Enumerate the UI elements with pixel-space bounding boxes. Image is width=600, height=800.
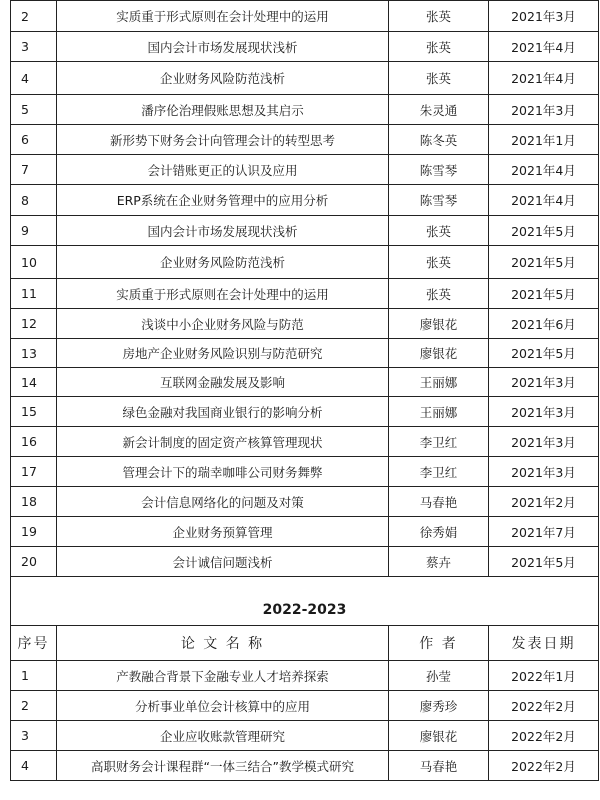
row-number: 1 bbox=[11, 661, 57, 691]
row-number: 9 bbox=[11, 216, 57, 246]
row-number: 20 bbox=[11, 547, 57, 577]
table-row bbox=[11, 487, 599, 517]
paper-title: 互联网金融发展及影响 bbox=[57, 368, 389, 397]
paper-title: 实质重于形式原则在会计处理中的运用 bbox=[57, 279, 389, 309]
table-row bbox=[11, 721, 599, 751]
row-number: 3 bbox=[11, 721, 57, 751]
author: 马春艳 bbox=[389, 487, 489, 517]
publish-date: 2022年2月 bbox=[489, 751, 599, 781]
table-row bbox=[11, 661, 599, 691]
publish-date: 2022年2月 bbox=[489, 721, 599, 751]
row-number: 10 bbox=[11, 246, 57, 279]
table-row bbox=[11, 32, 599, 62]
row-number: 7 bbox=[11, 155, 57, 185]
paper-title: 国内会计市场发展现状浅析 bbox=[57, 32, 389, 62]
row-number: 6 bbox=[11, 125, 57, 155]
paper-title: 企业财务风险防范浅析 bbox=[57, 62, 389, 95]
table-row bbox=[11, 1, 599, 32]
author: 陈雪琴 bbox=[389, 185, 489, 216]
table-row bbox=[11, 279, 599, 309]
header-date: 发表日期 bbox=[489, 626, 599, 661]
publish-date: 2021年1月 bbox=[489, 125, 599, 155]
row-number: 8 bbox=[11, 185, 57, 216]
author: 廖银花 bbox=[389, 339, 489, 368]
row-number: 3 bbox=[11, 32, 57, 62]
section-year-row bbox=[11, 595, 599, 626]
paper-title: 分析事业单位会计核算中的应用 bbox=[57, 691, 389, 721]
table-row bbox=[11, 216, 599, 246]
section-year: 2022-2023 bbox=[11, 595, 599, 626]
paper-title: 新形势下财务会计向管理会计的转型思考 bbox=[57, 125, 389, 155]
paper-title: 房地产企业财务风险识别与防范研究 bbox=[57, 339, 389, 368]
publish-date: 2021年3月 bbox=[489, 368, 599, 397]
paper-title: 潘序伦治理假账思想及其启示 bbox=[57, 95, 389, 125]
author: 徐秀娟 bbox=[389, 517, 489, 547]
paper-table bbox=[10, 0, 599, 781]
paper-title: ERP系统在企业财务管理中的应用分析 bbox=[57, 185, 389, 216]
row-number: 4 bbox=[11, 751, 57, 781]
publish-date: 2021年4月 bbox=[489, 32, 599, 62]
paper-title: 新会计制度的固定资产核算管理现状 bbox=[57, 427, 389, 457]
author: 张英 bbox=[389, 32, 489, 62]
author: 王丽娜 bbox=[389, 368, 489, 397]
author: 李卫红 bbox=[389, 427, 489, 457]
row-number: 19 bbox=[11, 517, 57, 547]
header-number: 序号 bbox=[11, 626, 57, 661]
row-number: 13 bbox=[11, 339, 57, 368]
paper-title: 绿色金融对我国商业银行的影响分析 bbox=[57, 397, 389, 427]
publish-date: 2022年1月 bbox=[489, 661, 599, 691]
table-row bbox=[11, 457, 599, 487]
author: 廖秀珍 bbox=[389, 691, 489, 721]
table-row bbox=[11, 427, 599, 457]
publish-date: 2021年3月 bbox=[489, 1, 599, 32]
paper-title: 企业财务预算管理 bbox=[57, 517, 389, 547]
author: 廖银花 bbox=[389, 309, 489, 339]
row-number: 2 bbox=[11, 1, 57, 32]
header-author: 作 者 bbox=[389, 626, 489, 661]
row-number: 11 bbox=[11, 279, 57, 309]
publish-date: 2021年5月 bbox=[489, 246, 599, 279]
table-row bbox=[11, 397, 599, 427]
table-row bbox=[11, 95, 599, 125]
author: 张英 bbox=[389, 246, 489, 279]
table-row bbox=[11, 155, 599, 185]
table-row bbox=[11, 246, 599, 279]
paper-title: 企业应收账款管理研究 bbox=[57, 721, 389, 751]
publish-date: 2021年5月 bbox=[489, 339, 599, 368]
table-row bbox=[11, 517, 599, 547]
author: 张英 bbox=[389, 216, 489, 246]
table-row bbox=[11, 691, 599, 721]
table-row bbox=[11, 62, 599, 95]
row-number: 5 bbox=[11, 95, 57, 125]
publish-date: 2021年3月 bbox=[489, 427, 599, 457]
author: 张英 bbox=[389, 279, 489, 309]
row-number: 12 bbox=[11, 309, 57, 339]
paper-title: 国内会计市场发展现状浅析 bbox=[57, 216, 389, 246]
author: 马春艳 bbox=[389, 751, 489, 781]
author: 张英 bbox=[389, 1, 489, 32]
publish-date: 2021年4月 bbox=[489, 185, 599, 216]
row-number: 2 bbox=[11, 691, 57, 721]
author: 陈冬英 bbox=[389, 125, 489, 155]
paper-title: 浅谈中小企业财务风险与防范 bbox=[57, 309, 389, 339]
table-row bbox=[11, 751, 599, 781]
section-spacer bbox=[11, 577, 599, 596]
publish-date: 2021年7月 bbox=[489, 517, 599, 547]
publish-date: 2021年4月 bbox=[489, 62, 599, 95]
author: 廖银花 bbox=[389, 721, 489, 751]
paper-title: 高职财务会计课程群“一体三结合”教学模式研究 bbox=[57, 751, 389, 781]
row-number: 18 bbox=[11, 487, 57, 517]
row-number: 14 bbox=[11, 368, 57, 397]
table-row bbox=[11, 368, 599, 397]
publish-date: 2021年5月 bbox=[489, 279, 599, 309]
publish-date: 2022年2月 bbox=[489, 691, 599, 721]
table-row bbox=[11, 309, 599, 339]
table-header-row bbox=[11, 626, 599, 661]
author: 王丽娜 bbox=[389, 397, 489, 427]
table-row bbox=[11, 547, 599, 577]
row-number: 16 bbox=[11, 427, 57, 457]
paper-title: 企业财务风险防范浅析 bbox=[57, 246, 389, 279]
author: 蔡卉 bbox=[389, 547, 489, 577]
table-row bbox=[11, 339, 599, 368]
publish-date: 2021年5月 bbox=[489, 547, 599, 577]
paper-list-sheet bbox=[10, 0, 598, 781]
paper-title: 管理会计下的瑞幸咖啡公司财务舞弊 bbox=[57, 457, 389, 487]
publish-date: 2021年2月 bbox=[489, 487, 599, 517]
paper-title: 会计信息网络化的问题及对策 bbox=[57, 487, 389, 517]
author: 陈雪琴 bbox=[389, 155, 489, 185]
publish-date: 2021年3月 bbox=[489, 397, 599, 427]
table-row bbox=[11, 125, 599, 155]
paper-title: 产教融合背景下金融专业人才培养探索 bbox=[57, 661, 389, 691]
author: 孙莹 bbox=[389, 661, 489, 691]
row-number: 15 bbox=[11, 397, 57, 427]
publish-date: 2021年5月 bbox=[489, 216, 599, 246]
author: 张英 bbox=[389, 62, 489, 95]
publish-date: 2021年4月 bbox=[489, 155, 599, 185]
row-number: 4 bbox=[11, 62, 57, 95]
table-row bbox=[11, 185, 599, 216]
publish-date: 2021年3月 bbox=[489, 457, 599, 487]
paper-title: 实质重于形式原则在会计处理中的运用 bbox=[57, 1, 389, 32]
publish-date: 2021年3月 bbox=[489, 95, 599, 125]
header-title: 论 文 名 称 bbox=[57, 626, 389, 661]
paper-title: 会计错账更正的认识及应用 bbox=[57, 155, 389, 185]
author: 朱灵通 bbox=[389, 95, 489, 125]
author: 李卫红 bbox=[389, 457, 489, 487]
row-number: 17 bbox=[11, 457, 57, 487]
paper-title: 会计诚信问题浅析 bbox=[57, 547, 389, 577]
publish-date: 2021年6月 bbox=[489, 309, 599, 339]
